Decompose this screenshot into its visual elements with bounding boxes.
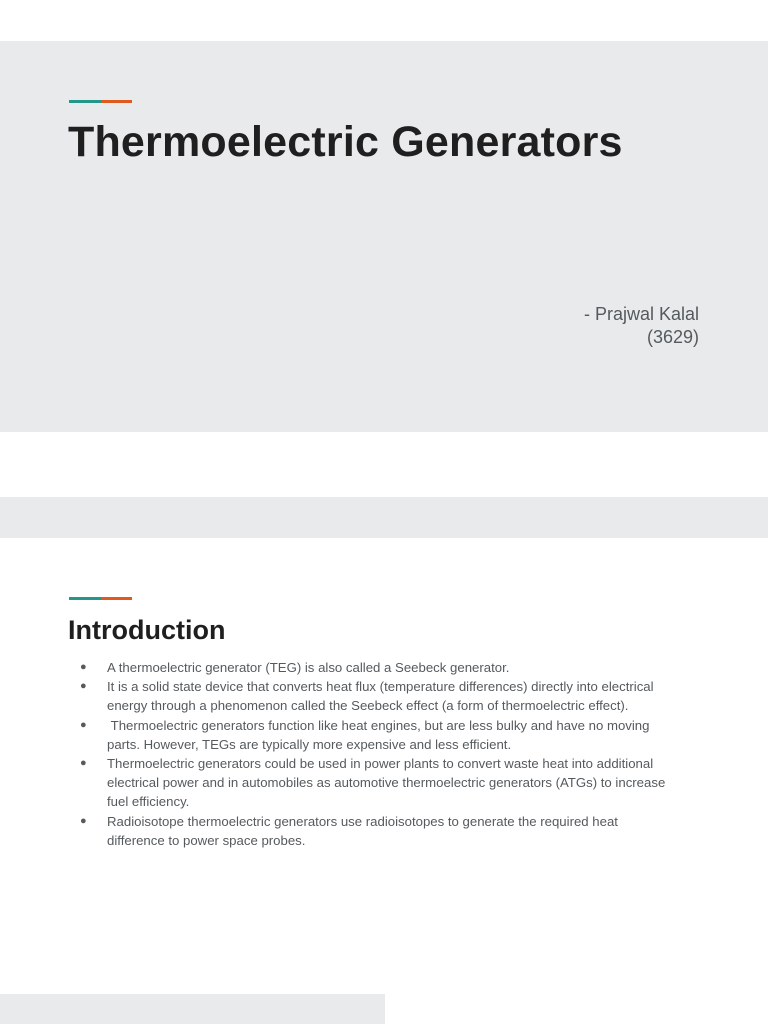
bullet-text: A thermoelectric generator (TEG) is also called a Seebeck generator. xyxy=(107,660,510,675)
bullet-item xyxy=(68,716,668,754)
slide-separator-strip xyxy=(0,497,768,538)
bullet-icon: ● xyxy=(80,661,87,673)
bullet-text: Radioisotope thermoelectric generators use radioisotopes to generate the required heat difference to power space probes. xyxy=(107,813,618,848)
bullet-item xyxy=(68,677,668,715)
author-id: (3629) xyxy=(646,327,699,347)
bullet-list xyxy=(68,658,668,850)
section-accent-bar xyxy=(69,597,132,600)
accent-teal-segment xyxy=(69,100,101,103)
bullet-text: It is a solid state device that converts heat flux (temperature differences) directly into electrical energy through a phenomenon called the Seebeck effect (a form of thermoelectric effect). xyxy=(107,679,654,714)
bullet-text: Thermoelectric generators could be used in power plants to convert waste heat into additional electrical power and in automobiles as automotive thermoelectric generators (ATGs) to increase fuel efficiency. xyxy=(107,756,666,810)
accent-orange-segment xyxy=(101,100,133,103)
bullet-icon: ● xyxy=(80,814,87,827)
bullet-item xyxy=(68,658,668,677)
author-name: - Prajwal Kalal xyxy=(583,304,699,324)
bullet-item xyxy=(68,754,668,812)
slide-title: Thermoelectric Generators xyxy=(68,118,623,166)
author-block xyxy=(584,303,699,349)
bullet-icon: ● xyxy=(80,680,87,693)
bullet-icon: ● xyxy=(80,757,87,770)
section-heading: Introduction xyxy=(68,615,226,645)
title-accent-bar xyxy=(69,100,132,103)
bullet-text: Thermoelectric generators function like heat engines, but are less bulky and have no moving parts. However, TEGs are typically more expensive and less efficient. xyxy=(107,717,654,752)
accent-orange-segment xyxy=(101,597,133,600)
next-slide-edge xyxy=(0,994,385,1024)
accent-teal-segment xyxy=(69,597,101,600)
bullet-item xyxy=(68,812,668,850)
bullet-icon: ● xyxy=(80,718,87,731)
